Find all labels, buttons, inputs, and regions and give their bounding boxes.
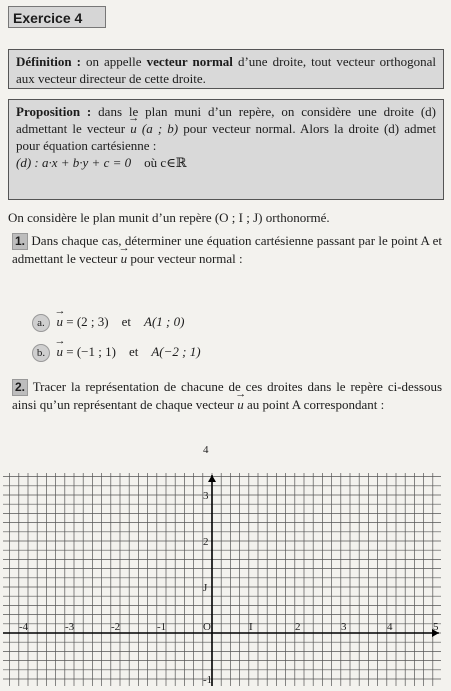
- definition-text-before: on appelle: [80, 54, 147, 69]
- question-2-text1: Tracer la représentation de chacune de ces droites dans le repère ci-dessous ainsi qu’un représentant de chaque vecteur: [12, 379, 443, 412]
- item-letter: a.: [32, 314, 50, 332]
- equation-condition: où c∈ℝ: [144, 155, 187, 170]
- x-tick-label: -2: [111, 621, 121, 633]
- intro-text: On considère le plan munit d’un repère (O ; I ; J) orthonormé.: [8, 210, 330, 225]
- proposition-label: Proposition :: [16, 104, 92, 119]
- proposition-box: [8, 99, 444, 200]
- question-1: [12, 232, 442, 267]
- x-tick-label: O: [203, 621, 211, 633]
- definition-term: vecteur normal: [146, 54, 233, 69]
- x-tick-label: 2: [295, 621, 301, 633]
- x-tick-label: -4: [19, 621, 29, 633]
- vector-value: = (−1 ; 1): [66, 344, 116, 359]
- vector-value: = (2 ; 3): [66, 314, 109, 329]
- definition-label: Définition :: [16, 54, 81, 69]
- y-axis-arrow: [208, 475, 216, 482]
- coordinate-grid: [3, 444, 441, 686]
- vector-u: → u: [57, 343, 64, 360]
- x-tick-label: I: [249, 621, 253, 633]
- question-number: 1.: [12, 233, 28, 250]
- vector-u: → u: [237, 396, 244, 413]
- x-tick-label: 5: [433, 621, 439, 633]
- question-2-text2: au point A correspondant :: [243, 397, 385, 412]
- question-1-text1: Dans chaque cas, déterminer une équation cartésienne passant par le point A et admettant le vecteur: [12, 233, 442, 266]
- definition-box: [8, 49, 444, 89]
- y-tick-label: 4: [203, 444, 209, 456]
- x-tick-label: 4: [387, 621, 393, 633]
- question-2: [12, 378, 442, 413]
- y-tick-label: 2: [203, 536, 209, 548]
- cartesian-equation: (d) : a·x + b·y + c = 0: [16, 155, 132, 170]
- y-tick-label: -1: [203, 674, 213, 686]
- proposition-coords: (a ; b): [141, 121, 179, 136]
- item-letter: b.: [32, 344, 50, 362]
- point-a: A(1 ; 0): [144, 314, 185, 329]
- grid-svg: [3, 444, 441, 686]
- vector-u: → u: [130, 120, 137, 137]
- proposition-text2: pour vecteur normal. Alors la droite (d) admet pour équation cartésienne :: [16, 121, 437, 153]
- definition-text-after: d’une droite, tout vecteur orthogonal aux vecteur directeur de cette droite.: [16, 54, 436, 86]
- question-number: 2.: [12, 379, 28, 396]
- question-1-text2: pour vecteur normal :: [127, 251, 243, 266]
- proposition-text1: dans le plan muni d’un repère, on considère une droite (d) admettant le vecteur: [16, 104, 436, 136]
- y-tick-label: J: [203, 582, 208, 594]
- x-tick-label: -1: [157, 621, 167, 633]
- et-word: et: [128, 344, 139, 359]
- x-tick-label: -3: [65, 621, 75, 633]
- point-a: A(−2 ; 1): [151, 344, 201, 359]
- item-b: [32, 343, 332, 362]
- item-a: [32, 313, 332, 332]
- et-word: et: [121, 314, 131, 329]
- vector-u: → u: [121, 250, 128, 267]
- x-tick-label: 3: [341, 621, 347, 633]
- exercise-title: Exercice 4: [8, 6, 106, 28]
- vector-u: → u: [57, 313, 64, 330]
- y-tick-label: 3: [203, 490, 209, 502]
